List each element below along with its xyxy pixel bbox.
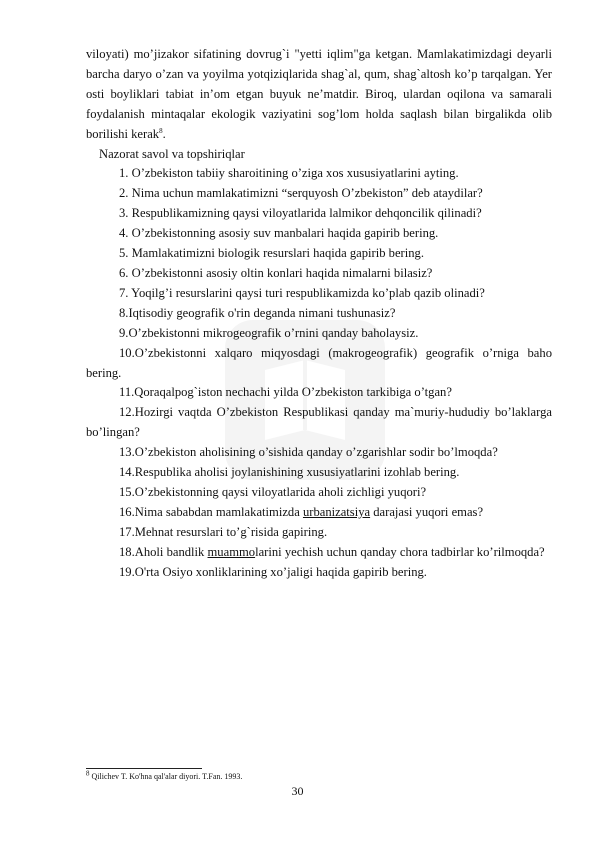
main-text [86,45,552,582]
section-heading: Nazorat savol va topshiriqlar [99,146,245,161]
intro-end: . [162,126,166,141]
footnote-reference[interactable]: 8 [159,126,163,135]
question-14: 14.Respublika aholisi joylanishining xususiyatlarini izohlab bering. [119,465,460,480]
question-18-text: 18.Aholi bandlik [119,544,208,559]
urbanizatsiya-link[interactable]: urbanizatsiya [302,504,371,519]
question-18 [86,543,552,563]
question-2: 2. Nima uchun mamlakatimizni “serquyosh O’zbekiston” deb ataydilar? [119,186,483,201]
question-16 [86,503,552,523]
question-11: 11.Qoraqalpog`iston nechachi yilda O’zbekiston tarkibiga o’tgan? [119,385,452,400]
footnote-text: Qilichev T. Ko'hna qal'alar diyori. T.Fan. 1993. [89,772,243,781]
question-17: 17.Mehnat resurslari to’g`risida gapiring. [119,524,328,539]
question-12: 12.Hozirgi vaqtda O’zbekiston Respublikasi qanday ma`muriy-hududiy bo’laklarga bo’lingan? [86,405,552,440]
question-18-text-end: larini yechish uchun qanday chora tadbirlar ko’rilmoqda? [255,544,545,559]
question-8: 8.Iqtisodiy geografik o'rin deganda nimani tushunasiz? [119,305,396,320]
question-3: 3. Respublikamizning qaysi viloyatlarida lalmikor dehqoncilik qilinadi? [119,206,482,221]
question-5: 5. Mamlakatimizni biologik resurslari haqida gapirib bering. [119,246,424,261]
footnote-number: 8 [86,769,90,778]
question-16-text: 16.Nima sababdan mamlakatimizda [119,504,303,519]
footnote-divider [86,768,202,769]
intro-text: viloyati) mo’jizakor sifatining dovrug`i "yetti iqlim"ga ketgan. Mamlakatimizdagi deyarli barcha daryo o’zan va yoyilma yotqiziqlarida shag`al, qum, shag`altosh ko’p tarqalgan. Yer osti boyliklari tabiat in’om etgan buyuk ne’matdir. Biroq, ulardan oqilona va samarali foydalanish mintaqalar ekologik vaziyatini sog’lom holda saqlash bilan birgalikda olib borilishi kerak [86,47,552,141]
question-9: 9.O’zbekistonni mikrogeografik o’rnini qanday baholaysiz. [119,325,419,340]
question-15: 15.O’zbekistonning qaysi viloyatlarida aholi zichligi yuqori? [119,484,427,499]
question-1: 1. O’zbekiston tabiiy sharoitining o’ziga xos xususiyatlarini ayting. [119,166,459,181]
question-16-text-end: darajasi yuqori emas? [370,504,484,519]
page-number: 30 [291,784,304,798]
question-10: 10.O’zbekistonni xalqaro miqyosdagi (makrogeografik) geografik o’rniga baho bering. [86,345,552,380]
question-13: 13.O’zbekiston aholisining o’sishida qanday o’zgarishlar sodir bo’lmoqda? [119,445,498,460]
question-19: 19.O'rta Osiyo xonliklarining xo’jaligi haqida gapirib bering. [119,564,427,579]
intro-paragraph [86,45,552,145]
question-7: 7. Yoqilg’i resurslarini qaysi turi respublikamizda ko’plab qazib olinadi? [119,285,485,300]
question-6: 6. O’zbekistonni asosiy oltin konlari haqida nimalarni bilasiz? [119,265,433,280]
muammo-link[interactable]: muammo [207,544,256,559]
question-4: 4. O’zbekistonning asosiy suv manbalari haqida gapirib bering. [119,226,439,241]
footnote [86,769,243,782]
